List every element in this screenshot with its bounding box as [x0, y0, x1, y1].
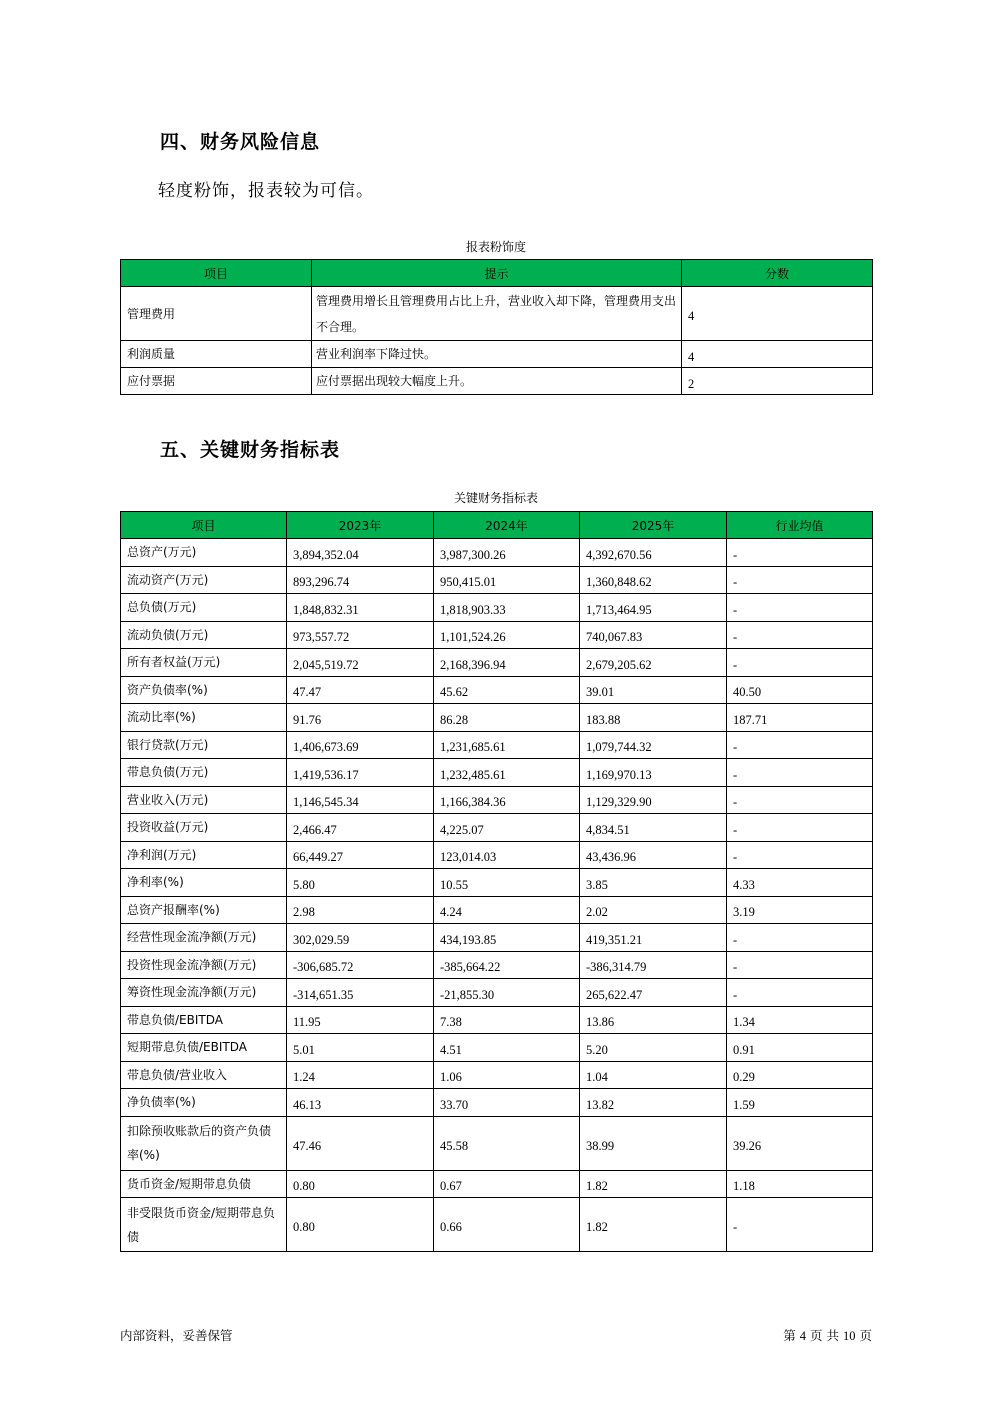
risk-tip: 营业利润率下降过快。 — [312, 341, 682, 368]
kpi-item: 净利率(%) — [121, 869, 287, 897]
kpi-industry-avg: 39.26 — [727, 1116, 873, 1170]
kpi-value-2023: 66,449.27 — [287, 841, 434, 869]
kpi-item: 资产负债率(%) — [121, 676, 287, 704]
column-header-2023: 2023年 — [287, 512, 434, 539]
kpi-value-2024: 1,232,485.61 — [434, 759, 580, 787]
kpi-item: 营业收入(万元) — [121, 786, 287, 814]
kpi-value-2023: 5.01 — [287, 1034, 434, 1062]
table-row — [121, 1089, 873, 1117]
kpi-item: 流动比率(%) — [121, 704, 287, 732]
table-row — [121, 676, 873, 704]
kpi-industry-avg: 0.91 — [727, 1034, 873, 1062]
kpi-value-2025: 740,067.83 — [580, 621, 727, 649]
table-row — [121, 341, 873, 368]
table-row — [121, 951, 873, 979]
kpi-item: 投资性现金流净额(万元) — [121, 951, 287, 979]
kpi-value-2023: 1.24 — [287, 1061, 434, 1089]
table-row — [121, 287, 873, 341]
kpi-value-2024: 1.06 — [434, 1061, 580, 1089]
table-row — [121, 704, 873, 732]
kpi-industry-avg: - — [727, 951, 873, 979]
kpi-industry-avg: 0.29 — [727, 1061, 873, 1089]
kpi-value-2024: 7.38 — [434, 1006, 580, 1034]
kpi-industry-avg: - — [727, 786, 873, 814]
risk-table-header — [121, 260, 873, 287]
kpi-value-2025: 13.82 — [580, 1089, 727, 1117]
column-header-tip: 提示 — [312, 260, 682, 287]
kpi-value-2023: 47.47 — [287, 676, 434, 704]
kpi-industry-avg: 3.19 — [727, 896, 873, 924]
kpi-item: 投资收益(万元) — [121, 814, 287, 842]
kpi-item: 总资产报酬率(%) — [121, 896, 287, 924]
kpi-item: 货币资金/短期带息负债 — [121, 1170, 287, 1198]
kpi-table-caption: 关键财务指标表 — [453, 491, 538, 505]
risk-item: 应付票据 — [121, 368, 312, 395]
kpi-item: 净利润(万元) — [121, 841, 287, 869]
kpi-value-2025: 265,622.47 — [580, 979, 727, 1007]
table-row — [121, 566, 873, 594]
table-row — [121, 1116, 873, 1170]
kpi-value-2023: -306,685.72 — [287, 951, 434, 979]
kpi-industry-avg: - — [727, 759, 873, 787]
kpi-item: 净负债率(%) — [121, 1089, 287, 1117]
column-header-item: 项目 — [121, 512, 287, 539]
kpi-value-2025: 1,129,329.90 — [580, 786, 727, 814]
kpi-industry-avg: - — [727, 979, 873, 1007]
page-current: 4 — [799, 1329, 807, 1343]
kpi-industry-avg: - — [727, 594, 873, 622]
kpi-value-2023: 3,894,352.04 — [287, 539, 434, 567]
kpi-value-2024: 434,193.85 — [434, 924, 580, 952]
kpi-value-2025: 39.01 — [580, 676, 727, 704]
kpi-value-2025: 5.20 — [580, 1034, 727, 1062]
kpi-value-2023: 47.46 — [287, 1116, 434, 1170]
kpi-industry-avg: - — [727, 566, 873, 594]
risk-table-caption: 报表粉饰度 — [465, 240, 526, 254]
kpi-value-2025: 43,436.96 — [580, 841, 727, 869]
kpi-value-2023: 2.98 — [287, 896, 434, 924]
kpi-value-2023: 2,045,519.72 — [287, 649, 434, 677]
table-row — [121, 1170, 873, 1198]
kpi-industry-avg: - — [727, 841, 873, 869]
kpi-industry-avg: - — [727, 814, 873, 842]
kpi-value-2025: 1,713,464.95 — [580, 594, 727, 622]
table-row — [121, 539, 873, 567]
table-row — [121, 814, 873, 842]
kpi-value-2023: 46.13 — [287, 1089, 434, 1117]
kpi-item: 扣除预收账款后的资产负债率(%) — [121, 1116, 287, 1170]
column-header-item: 项目 — [121, 260, 312, 287]
kpi-value-2025: 183.88 — [580, 704, 727, 732]
page-suffix: 页 — [859, 1328, 872, 1343]
kpi-value-2025: 4,834.51 — [580, 814, 727, 842]
kpi-item: 带息负债/EBITDA — [121, 1006, 287, 1034]
kpi-value-2024: 45.58 — [434, 1116, 580, 1170]
kpi-value-2025: 1.82 — [580, 1198, 727, 1252]
kpi-industry-avg: - — [727, 649, 873, 677]
kpi-industry-avg: - — [727, 1198, 873, 1252]
kpi-industry-avg: 1.18 — [727, 1170, 873, 1198]
kpi-industry-avg: - — [727, 621, 873, 649]
kpi-value-2023: 2,466.47 — [287, 814, 434, 842]
kpi-value-2025: 2,679,205.62 — [580, 649, 727, 677]
kpi-value-2025: 38.99 — [580, 1116, 727, 1170]
kpi-item: 经营性现金流净额(万元) — [121, 924, 287, 952]
kpi-industry-avg: 40.50 — [727, 676, 873, 704]
kpi-value-2024: 1,101,524.26 — [434, 621, 580, 649]
table-row — [121, 649, 873, 677]
footer-page-number — [783, 1326, 872, 1344]
kpi-industry-avg: 1.59 — [727, 1089, 873, 1117]
kpi-item: 短期带息负债/EBITDA — [121, 1034, 287, 1062]
table-row — [121, 731, 873, 759]
kpi-item: 总资产(万元) — [121, 539, 287, 567]
column-header-2024: 2024年 — [434, 512, 580, 539]
table-row — [121, 786, 873, 814]
page-total: 10 — [843, 1329, 856, 1343]
kpi-value-2025: 1,079,744.32 — [580, 731, 727, 759]
kpi-value-2025: 4,392,670.56 — [580, 539, 727, 567]
page-prefix: 第 — [783, 1328, 796, 1343]
kpi-value-2024: 1,231,685.61 — [434, 731, 580, 759]
column-header-2025: 2025年 — [580, 512, 727, 539]
kpi-value-2023: 1,406,673.69 — [287, 731, 434, 759]
kpi-value-2024: 1,166,384.36 — [434, 786, 580, 814]
kpi-value-2024: 86.28 — [434, 704, 580, 732]
kpi-item: 筹资性现金流净额(万元) — [121, 979, 287, 1007]
column-header-score: 分数 — [682, 260, 873, 287]
risk-tip: 管理费用增长且管理费用占比上升，营业收入却下降，管理费用支出不合理。 — [312, 287, 682, 341]
kpi-value-2024: 4.51 — [434, 1034, 580, 1062]
kpi-item: 总负债(万元) — [121, 594, 287, 622]
page-mid: 页 共 — [810, 1328, 840, 1343]
kpi-value-2024: -21,855.30 — [434, 979, 580, 1007]
kpi-item: 流动资产(万元) — [121, 566, 287, 594]
kpi-item: 所有者权益(万元) — [121, 649, 287, 677]
table-row — [121, 979, 873, 1007]
section-heading-kpi: 五、关键财务指标表 — [160, 439, 341, 461]
kpi-value-2024: 0.67 — [434, 1170, 580, 1198]
kpi-value-2023: 302,029.59 — [287, 924, 434, 952]
table-row — [121, 1006, 873, 1034]
kpi-item: 非受限货币资金/短期带息负债 — [121, 1198, 287, 1252]
kpi-value-2024: 1,818,903.33 — [434, 594, 580, 622]
kpi-value-2024: 3,987,300.26 — [434, 539, 580, 567]
kpi-value-2023: 973,557.72 — [287, 621, 434, 649]
risk-summary: 轻度粉饰，报表较为可信。 — [158, 181, 374, 201]
kpi-value-2025: 1.04 — [580, 1061, 727, 1089]
kpi-value-2024: 45.62 — [434, 676, 580, 704]
kpi-value-2023: 91.76 — [287, 704, 434, 732]
kpi-value-2023: 5.80 — [287, 869, 434, 897]
kpi-value-2024: 0.66 — [434, 1198, 580, 1252]
table-row — [121, 759, 873, 787]
kpi-value-2024: 4,225.07 — [434, 814, 580, 842]
kpi-value-2024: 4.24 — [434, 896, 580, 924]
table-row — [121, 594, 873, 622]
risk-score: 4 — [682, 341, 873, 368]
kpi-value-2025: 1,169,970.13 — [580, 759, 727, 787]
kpi-value-2025: 13.86 — [580, 1006, 727, 1034]
footer-confidential-note: 内部资料，妥善保管 — [120, 1328, 233, 1343]
table-row — [121, 1198, 873, 1252]
table-row — [121, 1034, 873, 1062]
kpi-table-header — [121, 512, 873, 539]
kpi-value-2024: 950,415.01 — [434, 566, 580, 594]
kpi-item: 带息负债(万元) — [121, 759, 287, 787]
risk-item: 管理费用 — [121, 287, 312, 341]
column-header-industry-avg: 行业均值 — [727, 512, 873, 539]
kpi-industry-avg: 1.34 — [727, 1006, 873, 1034]
kpi-item: 流动负债(万元) — [121, 621, 287, 649]
kpi-value-2023: 1,146,545.34 — [287, 786, 434, 814]
kpi-value-2023: 11.95 — [287, 1006, 434, 1034]
kpi-value-2025: 3.85 — [580, 869, 727, 897]
kpi-value-2023: -314,651.35 — [287, 979, 434, 1007]
kpi-value-2024: 123,014.03 — [434, 841, 580, 869]
kpi-value-2024: -385,664.22 — [434, 951, 580, 979]
kpi-value-2024: 33.70 — [434, 1089, 580, 1117]
kpi-industry-avg: - — [727, 731, 873, 759]
table-row — [121, 368, 873, 395]
kpi-value-2023: 1,419,536.17 — [287, 759, 434, 787]
table-row — [121, 1061, 873, 1089]
table-row — [121, 621, 873, 649]
kpi-value-2025: -386,314.79 — [580, 951, 727, 979]
kpi-value-2023: 1,848,832.31 — [287, 594, 434, 622]
kpi-value-2025: 419,351.21 — [580, 924, 727, 952]
risk-item: 利润质量 — [121, 341, 312, 368]
kpi-industry-avg: 4.33 — [727, 869, 873, 897]
kpi-value-2024: 10.55 — [434, 869, 580, 897]
kpi-item: 带息负债/营业收入 — [121, 1061, 287, 1089]
kpi-table — [120, 511, 873, 1252]
kpi-industry-avg: 187.71 — [727, 704, 873, 732]
kpi-item: 银行贷款(万元) — [121, 731, 287, 759]
kpi-industry-avg: - — [727, 539, 873, 567]
kpi-industry-avg: - — [727, 924, 873, 952]
kpi-value-2023: 893,296.74 — [287, 566, 434, 594]
kpi-value-2025: 2.02 — [580, 896, 727, 924]
kpi-value-2024: 2,168,396.94 — [434, 649, 580, 677]
kpi-value-2025: 1,360,848.62 — [580, 566, 727, 594]
table-row — [121, 924, 873, 952]
kpi-value-2023: 0.80 — [287, 1198, 434, 1252]
table-row — [121, 841, 873, 869]
section-heading-risk: 四、财务风险信息 — [160, 131, 321, 153]
risk-score: 2 — [682, 368, 873, 395]
risk-score: 4 — [682, 287, 873, 341]
table-row — [121, 869, 873, 897]
kpi-value-2025: 1.82 — [580, 1170, 727, 1198]
risk-table — [120, 259, 873, 395]
kpi-value-2023: 0.80 — [287, 1170, 434, 1198]
risk-tip: 应付票据出现较大幅度上升。 — [312, 368, 682, 395]
table-row — [121, 896, 873, 924]
